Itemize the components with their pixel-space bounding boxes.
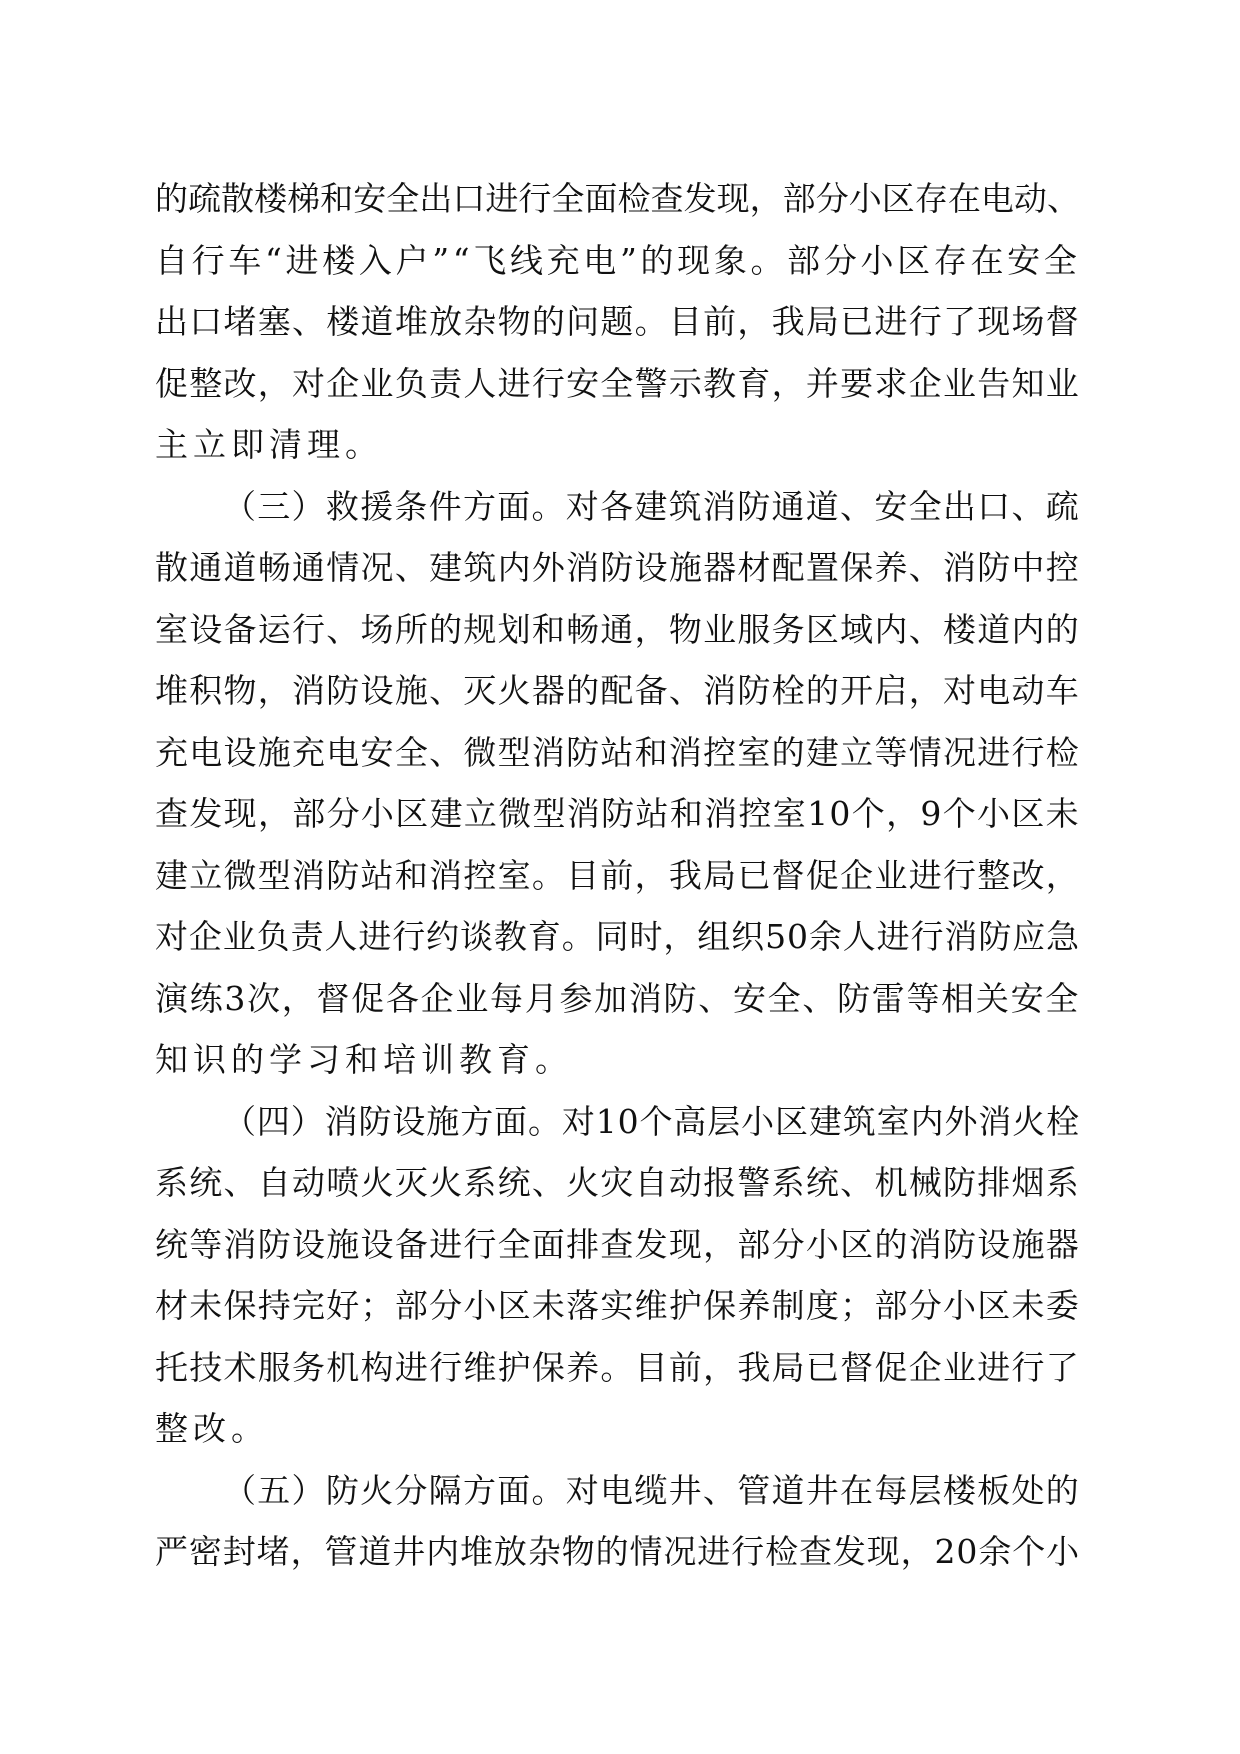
text-line: 托技术服务机构进行维护保养。目前，我局已督促企业进行了 (155, 1347, 1080, 1387)
text-line: （四）消防设施方面。对10个高层小区建筑室内外消火栓 (223, 1101, 1080, 1141)
text-line: 主立即清理。 (155, 425, 383, 464)
text-line: 知识的学习和培训教育。 (155, 1040, 573, 1079)
text-line: 对企业负责人进行约谈教育。同时，组织50余人进行消防应急 (155, 917, 1080, 956)
document-body (155, 168, 1080, 1583)
text-line: （五）防火分隔方面。对电缆井、管道井在每层楼板处的 (223, 1470, 1080, 1510)
text-line: 散通道畅通情况、建筑内外消防设施器材配置保养、消防中控 (155, 548, 1080, 587)
text-line: 的疏散楼梯和安全出口进行全面检查发现，部分小区存在电动、 (155, 179, 1080, 218)
text-line: 严密封堵，管道井内堆放杂物的情况进行检查发现，20余个小 (155, 1532, 1080, 1571)
text-line: 促整改，对企业负责人进行安全警示教育，并要求企业告知业 (155, 363, 1080, 403)
text-line: 材未保持完好；部分小区未落实维护保养制度；部分小区未委 (155, 1286, 1080, 1325)
text-line: 查发现，部分小区建立微型消防站和消控室10个，9个小区未 (155, 794, 1080, 833)
text-line: （三）救援条件方面。对各建筑消防通道、安全出口、疏 (223, 486, 1080, 526)
text-line: 系统、自动喷火灭火系统、火灾自动报警系统、机械防排烟系 (155, 1163, 1080, 1202)
text-line: 充电设施充电安全、微型消防站和消控室的建立等情况进行检 (155, 732, 1080, 772)
text-line: 出口堵塞、楼道堆放杂物的问题。目前，我局已进行了现场督 (155, 302, 1080, 341)
text-line: 整改。 (155, 1409, 269, 1448)
text-line: 自行车“进楼入户”“飞线充电”的现象。部分小区存在安全 (155, 240, 1081, 280)
text-line: 室设备运行、场所的规划和畅通，物业服务区域内、楼道内的 (155, 609, 1080, 649)
text-line: 演练3次，督促各企业每月参加消防、安全、防雷等相关安全 (155, 978, 1080, 1018)
text-line: 堆积物，消防设施、灭火器的配备、消防栓的开启，对电动车 (155, 671, 1080, 710)
text-line: 建立微型消防站和消控室。目前，我局已督促企业进行整改， (155, 855, 1080, 895)
text-line: 统等消防设施设备进行全面排查发现，部分小区的消防设施器 (155, 1224, 1080, 1264)
